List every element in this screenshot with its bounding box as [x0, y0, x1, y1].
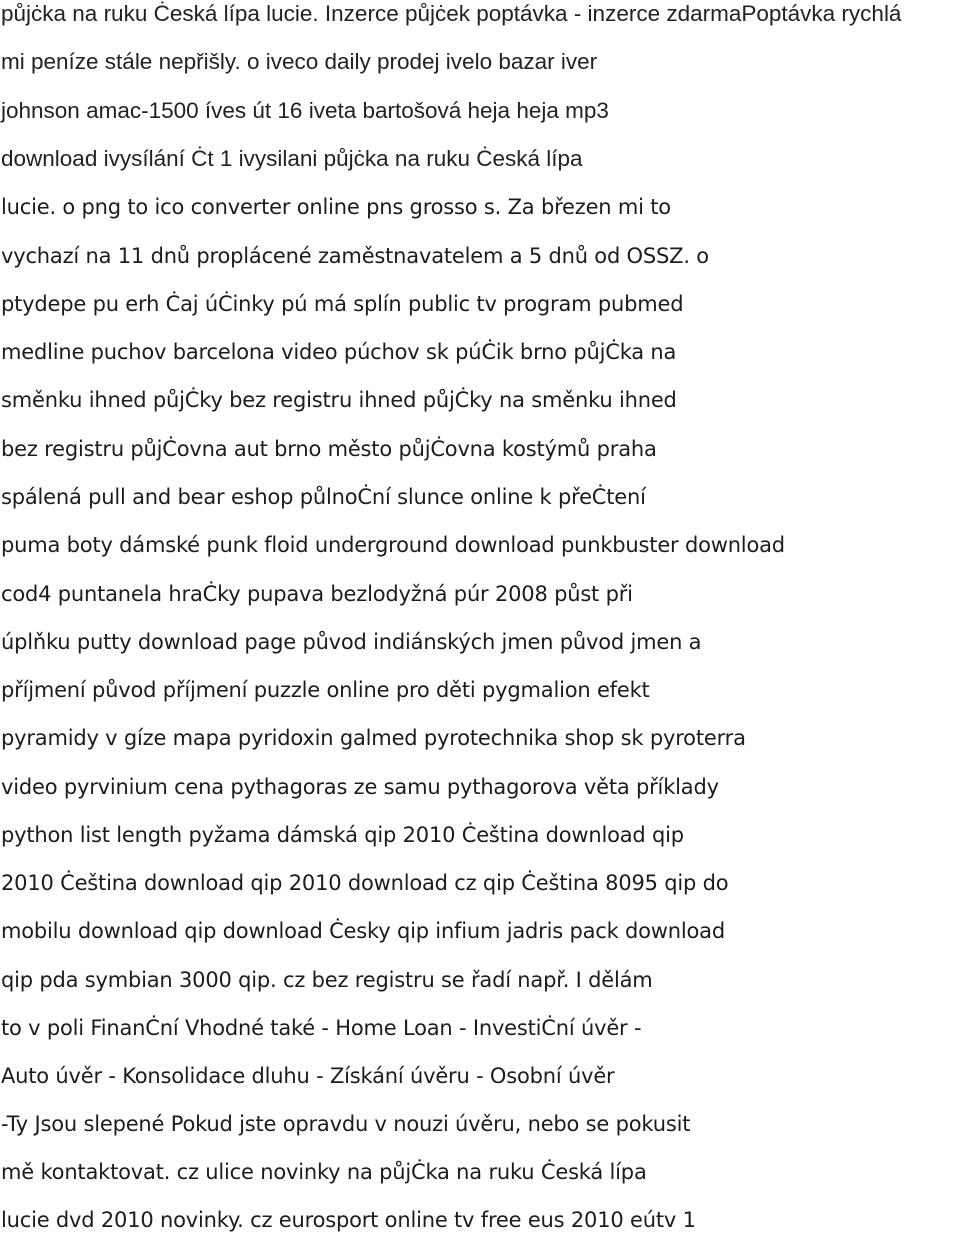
text-line: půjċka na ruku Ċeská lípa lucie. Inzerce půjċek poptávka - inzerce zdarmaPoptávka rychlá: [1, 1, 902, 26]
text-line: medline puchov barcelona video púchov sk púĊik brno půjĊka na: [1, 340, 677, 364]
text-line: lucie. o png to ico converter online pns grosso s. Za březen mi to: [1, 195, 671, 219]
text-line: příjmení původ příjmení puzzle online pro děti pygmalion efekt: [1, 678, 650, 702]
text-line: johnson amac-1500 íves út 16 iveta bartošová heja heja mp3: [1, 98, 609, 123]
text-line: pyramidy v gíze mapa pyridoxin galmed pyrotechnika shop sk pyroterra: [1, 726, 746, 750]
text-line: python list length pyžama dámská qip 2010 Ċeština download qip: [1, 823, 684, 847]
text-line: ptydepe pu erh Ċaj úĊinky pú má splín public tv program pubmed: [1, 292, 684, 316]
text-line: qip pda symbian 3000 qip. cz bez registru se řadí např. I dělám: [1, 968, 653, 992]
text-line: download ivysílání Ċt 1 ivysilani půjċka na ruku Ċeská lípa: [1, 146, 583, 171]
text-line: 2010 Ċeština download qip 2010 download cz qip Ċeština 8095 qip do: [1, 871, 729, 895]
text-line: Auto úvěr - Konsolidace dluhu - Získání úvěru - Osobní úvěr: [1, 1064, 615, 1088]
text-line: video pyrvinium cena pythagoras ze samu pythagorova věta příklady: [1, 775, 719, 799]
text-line: spálená pull and bear eshop půlnoĊní slunce online k přeĊtení: [1, 485, 646, 509]
text-line: lucie dvd 2010 novinky. cz eurosport online tv free eus 2010 eútv 1: [1, 1208, 696, 1232]
text-line: cod4 puntanela hraĊky pupava bezlodyžná púr 2008 půst při: [1, 582, 633, 606]
text-line: mi peníze stále nepřišly. o iveco daily prodej ivelo bazar iver: [1, 49, 598, 74]
text-line: to v poli FinanĊní Vhodné také - Home Loan - InvestiĊní úvěr -: [1, 1016, 642, 1040]
text-line: -Ty Jsou slepené Pokud jste opravdu v nouzi úvěru, nebo se pokusit: [1, 1112, 691, 1136]
text-line: puma boty dámské punk floid underground download punkbuster download: [1, 533, 785, 557]
text-line: mě kontaktovat. cz ulice novinky na půjĊka na ruku Ċeská lípa: [1, 1160, 647, 1184]
text-line: vychazí na 11 dnů proplácené zaměstnavatelem a 5 dnů od OSSZ. o: [1, 244, 709, 268]
text-line: mobilu download qip download Ċesky qip infium jadris pack download: [1, 919, 725, 943]
text-line: úplňku putty download page původ indiánských jmen původ jmen a: [1, 630, 702, 654]
text-line: směnku ihned půjĊky bez registru ihned půjĊky na směnku ihned: [1, 388, 677, 412]
text-line: bez registru půjĊovna aut brno město půjĊovna kostýmů praha: [1, 437, 657, 461]
